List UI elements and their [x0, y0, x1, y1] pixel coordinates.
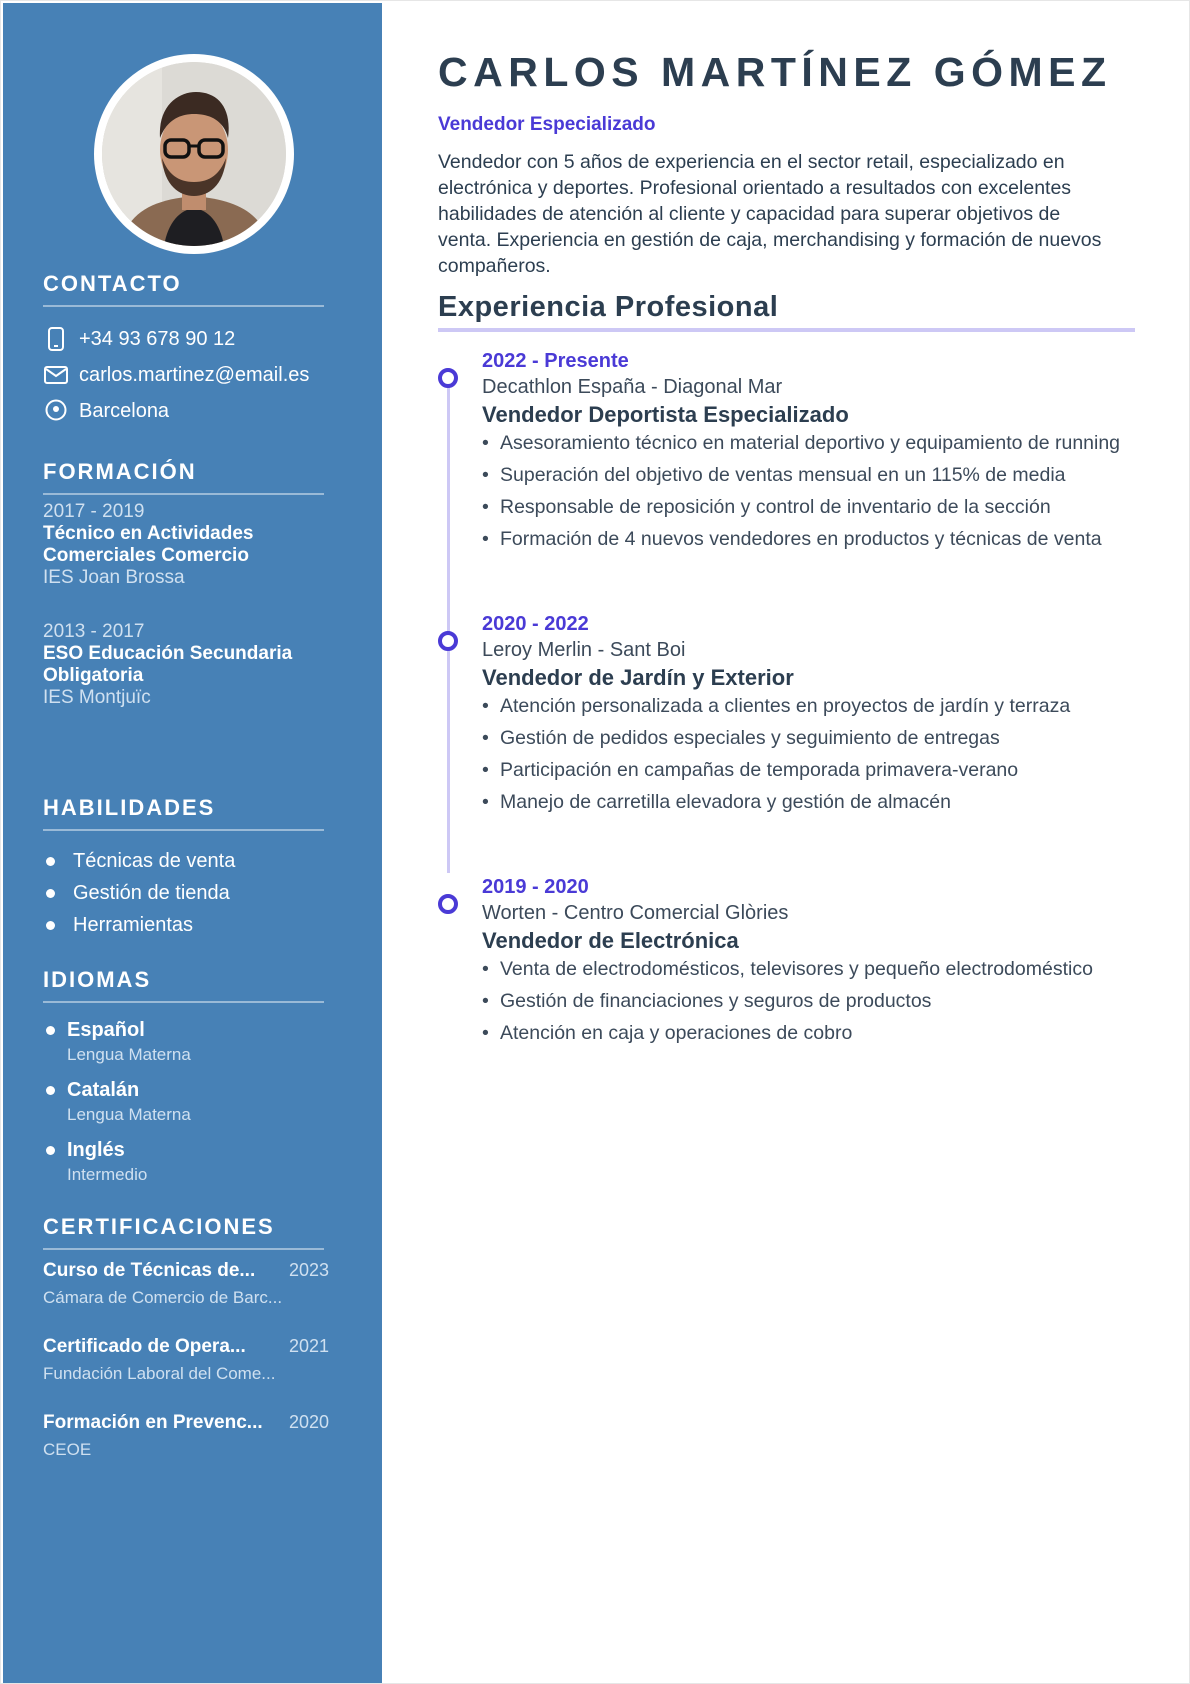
section-divider	[438, 328, 1135, 332]
experience-heading: Experiencia Profesional	[438, 291, 779, 323]
full-name: CARLOS MARTÍNEZ GÓMEZ	[438, 49, 1112, 95]
bullet-dot	[46, 1086, 55, 1095]
language-name: Español	[67, 1018, 145, 1041]
bullet-dot	[46, 921, 55, 930]
sidebar	[3, 3, 382, 1683]
education-section	[43, 459, 324, 709]
certification-org: Fundación Laboral del Come...	[43, 1364, 276, 1383]
timeline-marker	[438, 631, 458, 651]
language-item	[43, 1077, 324, 1137]
contact-phone	[43, 321, 324, 357]
certification-org: CEOE	[43, 1440, 92, 1459]
skill-item: Técnicas de venta	[43, 845, 324, 877]
education-title: Técnico en Actividades Comerciales Comercio	[43, 523, 254, 566]
bullet-dot	[46, 1026, 55, 1035]
experience-item	[482, 874, 1162, 1052]
education-item	[43, 621, 324, 709]
job-bullets	[482, 430, 1162, 552]
skill-item: Gestión de tienda	[43, 877, 324, 909]
language-level: Lengua Materna	[67, 1105, 191, 1124]
certification-year: 2023	[288, 1260, 329, 1280]
education-years: 2013 - 2017	[43, 621, 145, 642]
bullet-dot	[46, 889, 55, 898]
bullet-dot	[46, 857, 55, 866]
skill-item: Herramientas	[43, 909, 324, 941]
job-bullet: • Superación del objetivo de ventas mensual en un 115% de media	[482, 462, 1162, 488]
language-level: Intermedio	[67, 1165, 148, 1184]
job-bullet: • Asesoramiento técnico en material deportivo y equipamiento de running	[482, 430, 1162, 456]
language-name: Catalán	[67, 1078, 140, 1101]
map-pin-icon	[43, 398, 69, 424]
job-dates: 2019 - 2020	[482, 876, 589, 898]
education-title: ESO Educación Secundaria Obligatoria	[43, 643, 293, 686]
location-text: Barcelona	[79, 399, 170, 422]
job-bullet: • Formación de 4 nuevos vendedores en productos y técnicas de venta	[482, 526, 1162, 552]
avatar	[102, 62, 286, 246]
education-heading: FORMACIÓN	[43, 459, 324, 495]
contact-location	[43, 393, 324, 429]
bullet-dot	[46, 1146, 55, 1155]
envelope-icon	[43, 362, 69, 388]
contact-email	[43, 357, 324, 393]
phone-text[interactable]: +34 93 678 90 12	[79, 327, 236, 350]
job-bullet: • Responsable de reposición y control de inventario de la sección	[482, 494, 1162, 520]
job-dates: 2022 - Presente	[482, 350, 629, 372]
language-item	[43, 1017, 324, 1077]
job-bullet: • Atención personalizada a clientes en proyectos de jardín y terraza	[482, 693, 1162, 719]
timeline-marker	[438, 894, 458, 914]
certification-item	[43, 1412, 329, 1460]
experience-item	[482, 611, 1162, 821]
email-text[interactable]: carlos.martinez@email.es	[79, 363, 310, 386]
job-dates: 2020 - 2022	[482, 613, 589, 635]
profile-photo	[102, 62, 286, 246]
languages-section	[43, 967, 324, 1197]
job-role: Vendedor de Electrónica	[482, 928, 739, 953]
job-company: Decathlon España - Diagonal Mar	[482, 376, 783, 398]
avatar-ring	[94, 54, 294, 254]
timeline-marker	[438, 368, 458, 388]
language-level: Lengua Materna	[67, 1045, 191, 1064]
job-bullet: • Venta de electrodomésticos, televisores y pequeño electrodoméstico	[482, 956, 1162, 982]
language-name: Inglés	[67, 1138, 125, 1161]
skills-heading: HABILIDADES	[43, 795, 324, 831]
education-school: IES Montjuïc	[43, 687, 151, 708]
phone-icon	[43, 326, 69, 352]
language-item	[43, 1137, 324, 1197]
job-bullet: • Participación en campañas de temporada primavera-verano	[482, 757, 1162, 783]
timeline-line	[447, 373, 450, 873]
certification-name: Formación en Prevenc...	[43, 1412, 263, 1433]
languages-heading: IDIOMAS	[43, 967, 324, 1003]
certification-org: Cámara de Comercio de Barc...	[43, 1288, 283, 1307]
job-bullet: • Atención en caja y operaciones de cobro	[482, 1020, 1162, 1046]
job-role: Vendedor de Jardín y Exterior	[482, 665, 794, 690]
certification-name: Certificado de Opera...	[43, 1336, 246, 1357]
profile-summary: Vendedor con 5 años de experiencia en el sector retail, especializado en electrónica y deportes. Profesional orientado a resultados con excelentes habilidades de atención al cliente y capacidad para superar objetivos de venta. Experiencia en gestión de caja, merchandising y formación de nuevos compañeros.	[438, 151, 1102, 277]
contact-section	[43, 271, 324, 429]
certifications-heading: CERTIFICACIONES	[43, 1214, 324, 1250]
skills-section	[43, 795, 324, 941]
education-item	[43, 501, 324, 589]
job-company: Leroy Merlin - Sant Boi	[482, 639, 686, 661]
certifications-section	[43, 1214, 329, 1460]
education-years: 2017 - 2019	[43, 501, 145, 522]
job-bullets	[482, 693, 1162, 815]
contact-heading: CONTACTO	[43, 271, 324, 307]
job-bullet: • Gestión de pedidos especiales y seguimiento de entregas	[482, 725, 1162, 751]
job-title: Vendedor Especializado	[438, 114, 656, 135]
experience-item	[482, 348, 1162, 558]
job-role: Vendedor Deportista Especializado	[482, 402, 849, 427]
certification-item	[43, 1260, 329, 1308]
certification-name: Curso de Técnicas de...	[43, 1260, 256, 1281]
education-school: IES Joan Brossa	[43, 567, 185, 588]
job-bullet: • Gestión de financiaciones y seguros de productos	[482, 988, 1162, 1014]
job-bullets	[482, 956, 1162, 1046]
certification-year: 2021	[288, 1336, 329, 1356]
certification-year: 2020	[288, 1412, 329, 1432]
job-bullet: • Manejo de carretilla elevadora y gestión de almacén	[482, 789, 1162, 815]
job-company: Worten - Centro Comercial Glòries	[482, 902, 789, 924]
certification-item	[43, 1336, 329, 1384]
